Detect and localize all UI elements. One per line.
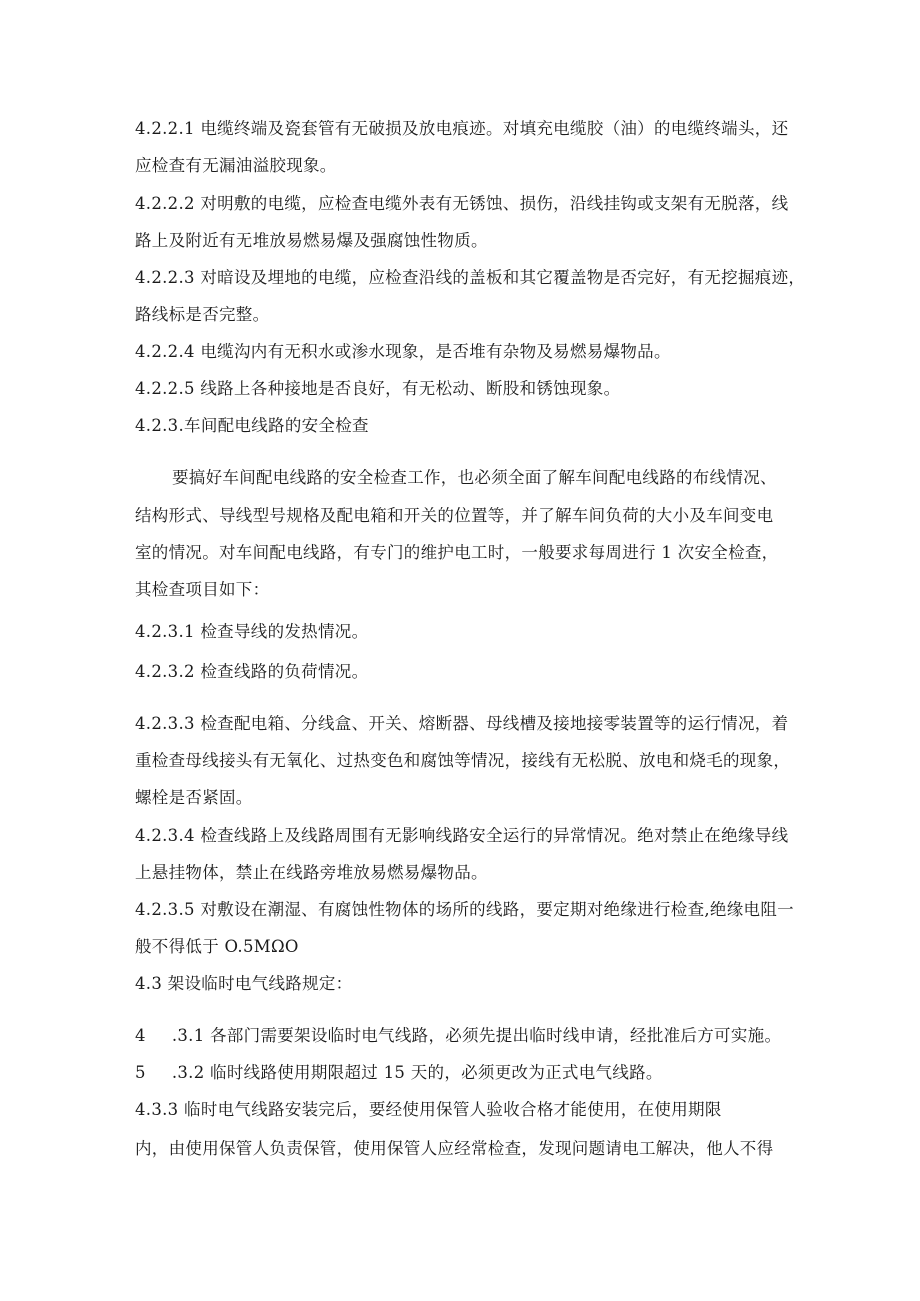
clause-4-2-3-3-line-2: 重检查母线接头有无氧化、过热变色和腐蚀等情况，接线有无松脱、放电和烧毛的现象， bbox=[135, 751, 791, 770]
clause-4-2-2-4: 4.2.2.4 电缆沟内有无积水或渗水现象，是否堆有杂物及易燃易爆物品。 bbox=[135, 342, 671, 361]
clause-4-3-1-text: .3.1 各部门需要架设临时电气线路，必须先提出临时线申请，经批准后方可实施。 bbox=[171, 1026, 782, 1045]
clause-4-2-3-1: 4.2.3.1 检查导线的发热情况。 bbox=[135, 622, 369, 641]
clause-4-3-3-line-2: 内，由使用保管人负责保管，使用保管人应经常检查，发现问题请电工解决，他人不得 bbox=[135, 1139, 774, 1158]
clause-4-2-3-2: 4.2.3.2 检查线路的负荷情况。 bbox=[135, 662, 369, 681]
clause-4-2-2-2-line-1: 4.2.2.2 对明敷的电缆，应检查电缆外表有无锈蚀、损伤，沿线挂钩或支架有无脱落，线 bbox=[135, 194, 789, 213]
clause-4-3-1-number: 4 bbox=[135, 1026, 146, 1045]
clause-4-2-3-3-line-1: 4.2.3.3 检查配电箱、分线盒、开关、熔断器、母线槽及接地接零装置等的运行情况，着 bbox=[135, 714, 789, 733]
clause-4-2-2-1-line-1: 4.2.2.1 电缆终端及瓷套管有无破损及放电痕迹。对填充电缆胶（油）的电缆终端头，还 bbox=[135, 119, 789, 138]
intro-paragraph-line-1: 要搞好车间配电线路的安全检查工作，也必须全面了解车间配电线路的布线情况、 bbox=[172, 468, 777, 487]
clause-4-3-2 bbox=[135, 1062, 663, 1084]
clause-4-2-3-5-line-2: 般不得低于 O.5MΩO bbox=[135, 937, 299, 956]
clause-4-2-2-3-line-1: 4.2.2.3 对暗设及埋地的电缆，应检查沿线的盖板和其它覆盖物是否完好，有无挖掘痕迹， bbox=[135, 268, 806, 287]
clause-4-3-2-text: .3.2 临时线路使用期限超过 15 天的，必须更改为正式电气线路。 bbox=[171, 1063, 663, 1082]
clause-4-2-3-4-line-2: 上悬挂物体，禁止在线路旁堆放易燃易爆物品。 bbox=[135, 863, 488, 882]
section-heading-4-3: 4.3 架设临时电气线路规定： bbox=[135, 974, 353, 993]
clause-4-2-2-3-line-2: 路线标是否完整。 bbox=[135, 305, 270, 324]
clause-4-3-1 bbox=[135, 1025, 781, 1047]
clause-4-2-3-3-line-3: 螺栓是否紧固。 bbox=[135, 788, 253, 807]
clause-4-2-2-5: 4.2.2.5 线路上各种接地是否良好，有无松动、断股和锈蚀现象。 bbox=[135, 379, 621, 398]
clause-4-3-3-line-1: 4.3.3 临时电气线路安装完后，要经使用保管人验收合格才能使用，在使用期限 bbox=[135, 1100, 722, 1119]
intro-paragraph-line-3: 室的情况。对车间配电线路，有专门的维护电工时，一般要求每周进行 1 次安全检查， bbox=[135, 543, 779, 562]
clause-4-2-2-2-line-2: 路上及附近有无堆放易燃易爆及强腐蚀性物质。 bbox=[135, 231, 488, 250]
clause-4-2-3-5-line-1: 4.2.3.5 对敷设在潮湿、有腐蚀性物体的场所的线路，要定期对绝缘进行检查,绝缘电阻一 bbox=[135, 900, 794, 919]
clause-4-3-2-number: 5 bbox=[135, 1063, 146, 1082]
intro-paragraph-line-2: 结构形式、导线型号规格及配电箱和开关的位置等，并了解车间负荷的大小及车间变电 bbox=[135, 506, 774, 525]
clause-4-2-3-4-line-1: 4.2.3.4 检查线路上及线路周围有无影响线路安全运行的异常情况。绝对禁止在绝缘导线 bbox=[135, 826, 789, 845]
intro-paragraph-line-4: 其检查项目如下： bbox=[135, 580, 270, 599]
clause-4-2-2-1-line-2: 应检查有无漏油溢胶现象。 bbox=[135, 156, 337, 175]
section-heading-4-2-3: 4.2.3.车间配电线路的安全检查 bbox=[135, 416, 369, 435]
